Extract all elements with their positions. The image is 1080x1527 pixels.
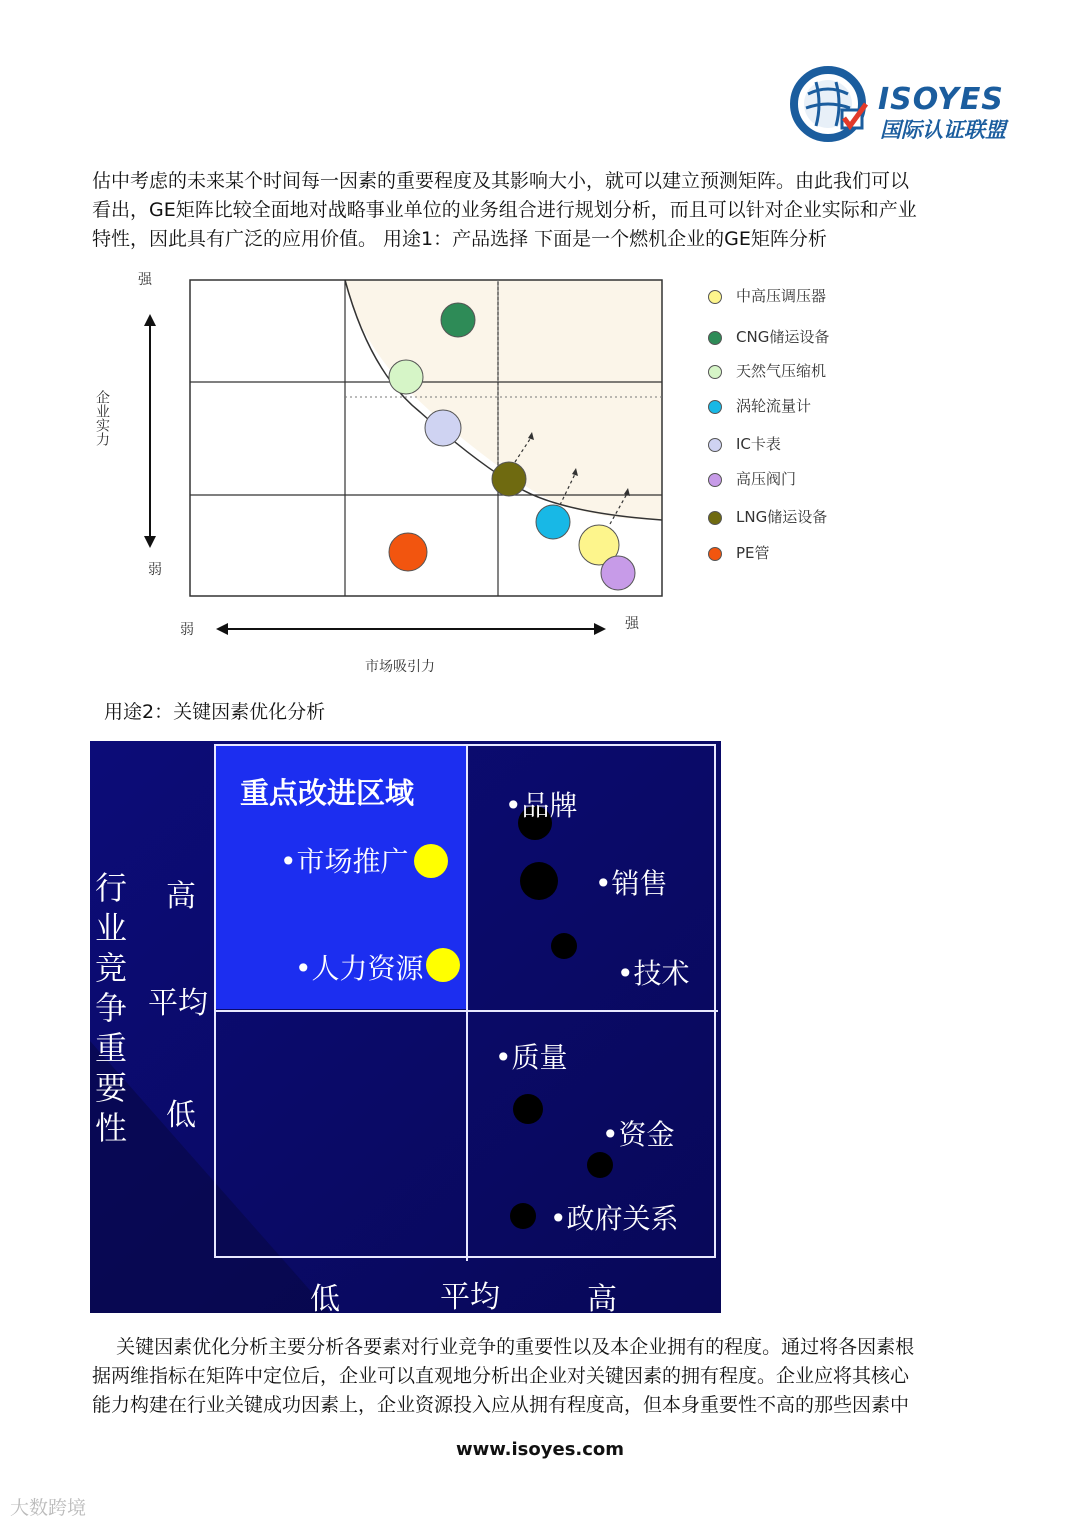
- logo-subtitle: 国际认证联盟: [880, 118, 1006, 142]
- x-low-label: 低: [310, 1282, 340, 1313]
- legend-item: CNG储运设备: [708, 326, 829, 347]
- ge-matrix-chart: [90, 262, 690, 682]
- bubble-compressor: [389, 360, 423, 394]
- y-title-char: 行: [95, 869, 128, 907]
- legend-item: 中高压调压器: [708, 285, 826, 306]
- legend-swatch: [708, 365, 722, 379]
- bubble-valve: [601, 556, 635, 590]
- zone-title: 重点改进区域: [240, 776, 415, 810]
- legend-item: 涡轮流量计: [708, 395, 811, 416]
- x-axis-title: 市场吸引力: [365, 659, 435, 675]
- x-right-label: 强: [625, 616, 639, 632]
- section-caption: 用途2：关键因素优化分析: [104, 701, 326, 723]
- legend-item: 天然气压缩机: [708, 360, 826, 381]
- legend-swatch: [708, 438, 722, 452]
- paragraph-line: 据两维指标在矩阵中定位后，企业可以直观地分析出企业对关键因素的拥有程度。企业应将其核心: [92, 1365, 910, 1387]
- intro-paragraph: [92, 167, 1032, 254]
- factor-market: •市场推广: [280, 845, 409, 878]
- factor-dot: [587, 1152, 613, 1178]
- legend-swatch: [708, 290, 722, 304]
- y-title-char: 竞: [95, 949, 128, 987]
- y-title-char: 性: [95, 1109, 128, 1147]
- y-low-label: 低: [166, 1098, 196, 1133]
- factor-quality: •质量: [495, 1041, 568, 1074]
- y-title-char: 要: [95, 1069, 128, 1107]
- paragraph-line: 能力构建在行业关键成功因素上，企业资源投入应从拥有程度高，但本身重要性不高的那些因素中: [92, 1394, 910, 1416]
- y-title-char: 业: [95, 909, 128, 947]
- factor-dot: [520, 862, 558, 900]
- watermark: 大数跨境: [10, 1497, 87, 1519]
- x-high-label: 高: [587, 1282, 617, 1313]
- bubble-lng: [492, 462, 526, 496]
- x-avg-label: 平均: [440, 1280, 500, 1313]
- logo-brand: ISOYES: [878, 82, 1004, 117]
- paragraph-line: 特性，因此具有广泛的应用价值。 用途1：产品选择 下面是一个燃机企业的GE矩阵分析: [92, 228, 827, 250]
- legend-item: 高压阀门: [708, 468, 796, 489]
- factor-tech: •技术: [617, 957, 690, 990]
- paragraph-line: 看出，GE矩阵比较全面地对战略事业单位的业务组合进行规划分析，而且可以针对企业实际和产业: [92, 199, 917, 221]
- legend-swatch: [708, 511, 722, 525]
- y-title-char: 争: [95, 989, 128, 1027]
- factor-hr: •人力资源: [295, 952, 424, 985]
- footer-url[interactable]: www.isoyes.com: [455, 1439, 625, 1460]
- y-top-label: 强: [138, 272, 152, 288]
- factor-dot: [513, 1094, 543, 1124]
- analysis-paragraph: [92, 1333, 1032, 1420]
- legend-swatch: [708, 331, 722, 345]
- factor-dot: [426, 948, 460, 982]
- y-avg-label: 平均: [148, 986, 208, 1021]
- bubble-turbine: [536, 505, 570, 539]
- bubble-cng: [441, 303, 475, 337]
- x-left-label: 弱: [180, 622, 194, 638]
- legend-swatch: [708, 547, 722, 561]
- key-factor-matrix: [90, 741, 721, 1313]
- factor-capital: •资金: [602, 1118, 675, 1151]
- bubble-pe: [389, 533, 427, 571]
- y-title-char: 重: [95, 1029, 128, 1067]
- legend-swatch: [708, 473, 722, 487]
- legend-item: PE管: [708, 542, 770, 563]
- bubble-ic-meter: [425, 410, 461, 446]
- y-high-label: 高: [166, 879, 196, 914]
- legend-item: LNG储运设备: [708, 506, 827, 527]
- y-axis-title: 企业实力: [94, 390, 110, 446]
- y-bottom-label: 弱: [148, 562, 162, 578]
- paragraph-line: 估中考虑的未来某个时间每一因素的重要程度及其影响大小，就可以建立预测矩阵。由此我们可以: [92, 170, 910, 192]
- factor-gov: •政府关系: [550, 1202, 679, 1235]
- factor-sales: •销售: [595, 867, 668, 900]
- legend-swatch: [708, 400, 722, 414]
- factor-dot: [551, 933, 577, 959]
- factor-brand: •品牌: [505, 789, 578, 822]
- paragraph-line: 关键因素优化分析主要分析各要素对行业竞争的重要性以及本企业拥有的程度。通过将各因素根: [92, 1336, 915, 1358]
- legend-item: IC卡表: [708, 433, 781, 454]
- factor-dot: [414, 844, 448, 878]
- factor-dot: [510, 1203, 536, 1229]
